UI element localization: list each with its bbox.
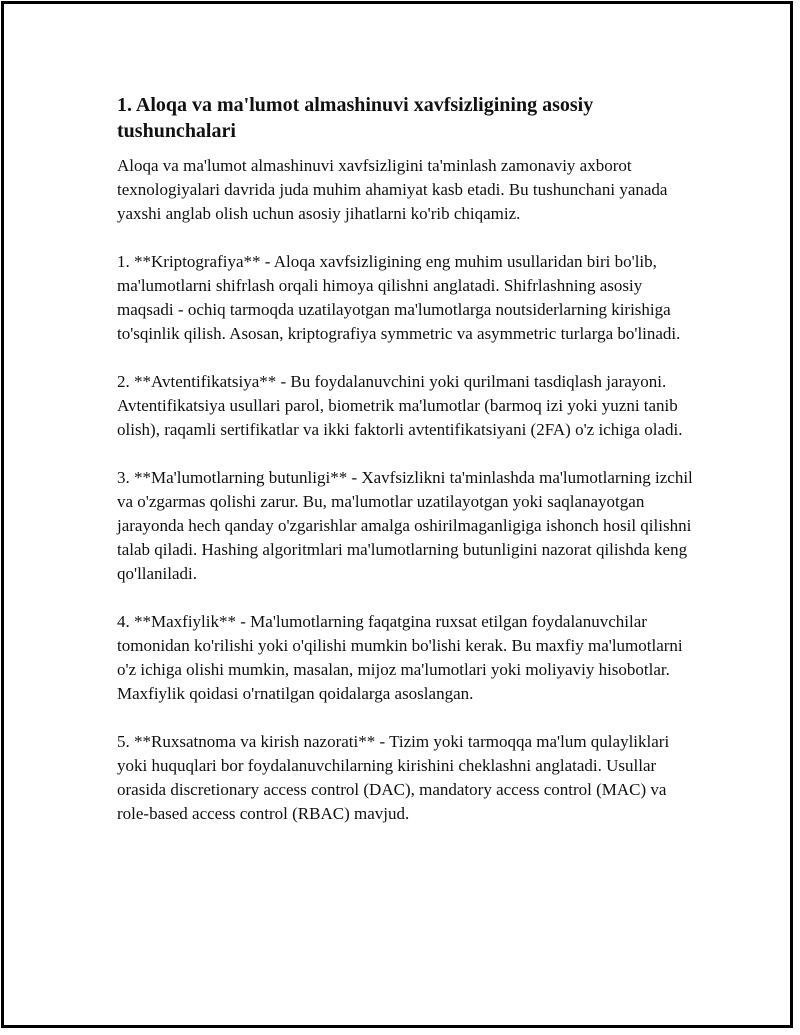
list-item: 1. **Kriptografiya** - Aloqa xavfsizligining eng muhim usullaridan biri bo'lib, ma'lumotlarni shifrlash orqali himoya qilishni anglatadi. Shifrlashning asosiy maqsadi - ochiq tarmoqda uzatilayotgan ma'lumotlarga noutsiderlarning kirishiga to'sqinlik qilish. Asosan, kriptografiya symmetric va asymmetric turlarga bo'linadi. [117,252,681,343]
list-item: 5. **Ruxsatnoma va kirish nazorati** - Tizim yoki tarmoqqa ma'lum qulayliklari yoki huquqlari bor foydalanuvchilarning kirishini cheklashni anglatadi. Usullar orasida discretionary access control (DAC), mandatory access control (MAC) va role-based access control (RBAC) mavjud. [117,732,670,823]
list-item: 4. **Maxfiylik** - Ma'lumotlarning faqatgina ruxsat etilgan foydalanuvchilar tomonidan ko'rilishi yoki o'qilishi mumkin bo'lishi kerak. Bu maxfiy ma'lumotlarni o'z ichiga olishi mumkin, masalan, mijoz ma'lumotlari yoki moliyaviy hisobotlar. Maxfiylik qoidasi o'rnatilgan qoidalarga asoslangan. [117,612,683,703]
list-item: 2. **Avtentifikatsiya** - Bu foydalanuvchini yoki qurilmani tasdiqlash jarayoni. Avtentifikatsiya usullari parol, biometrik ma'lumotlar (barmoq izi yoki yuzni tanib olish), raqamli sertifikatlar va ikki faktorli avtentifikatsiyani (2FA) o'z ichiga oladi. [117,372,683,439]
intro-paragraph: Aloqa va ma'lumot almashinuvi xavfsizligini ta'minlash zamonaviy axborot texnologiyalari davrida juda muhim ahamiyat kasb etadi. Bu tushunchani yanada yaxshi anglab olish uchun asosiy jihatlarni ko'rib chiqamiz. [117,156,668,223]
document-title: 1. Aloqa va ma'lumot almashinuvi xavfsizligining asosiy tushunchalari [117,94,594,142]
list-item: 3. **Ma'lumotlarning butunligi** - Xavfsizlikni ta'minlashda ma'lumotlarning izchil va o'zgarmas qolishi zarur. Bu, ma'lumotlar uzatilayotgan yoki saqlanayotgan jarayonda hech qanday o'zgarishlar amalga oshirilmaganligiga ishonch hosil qilishni talab qiladi. Hashing algoritmlari ma'lumotlarning butunligini nazorat qilishda keng qo'llaniladi. [117,468,693,583]
document-body [117,92,697,850]
